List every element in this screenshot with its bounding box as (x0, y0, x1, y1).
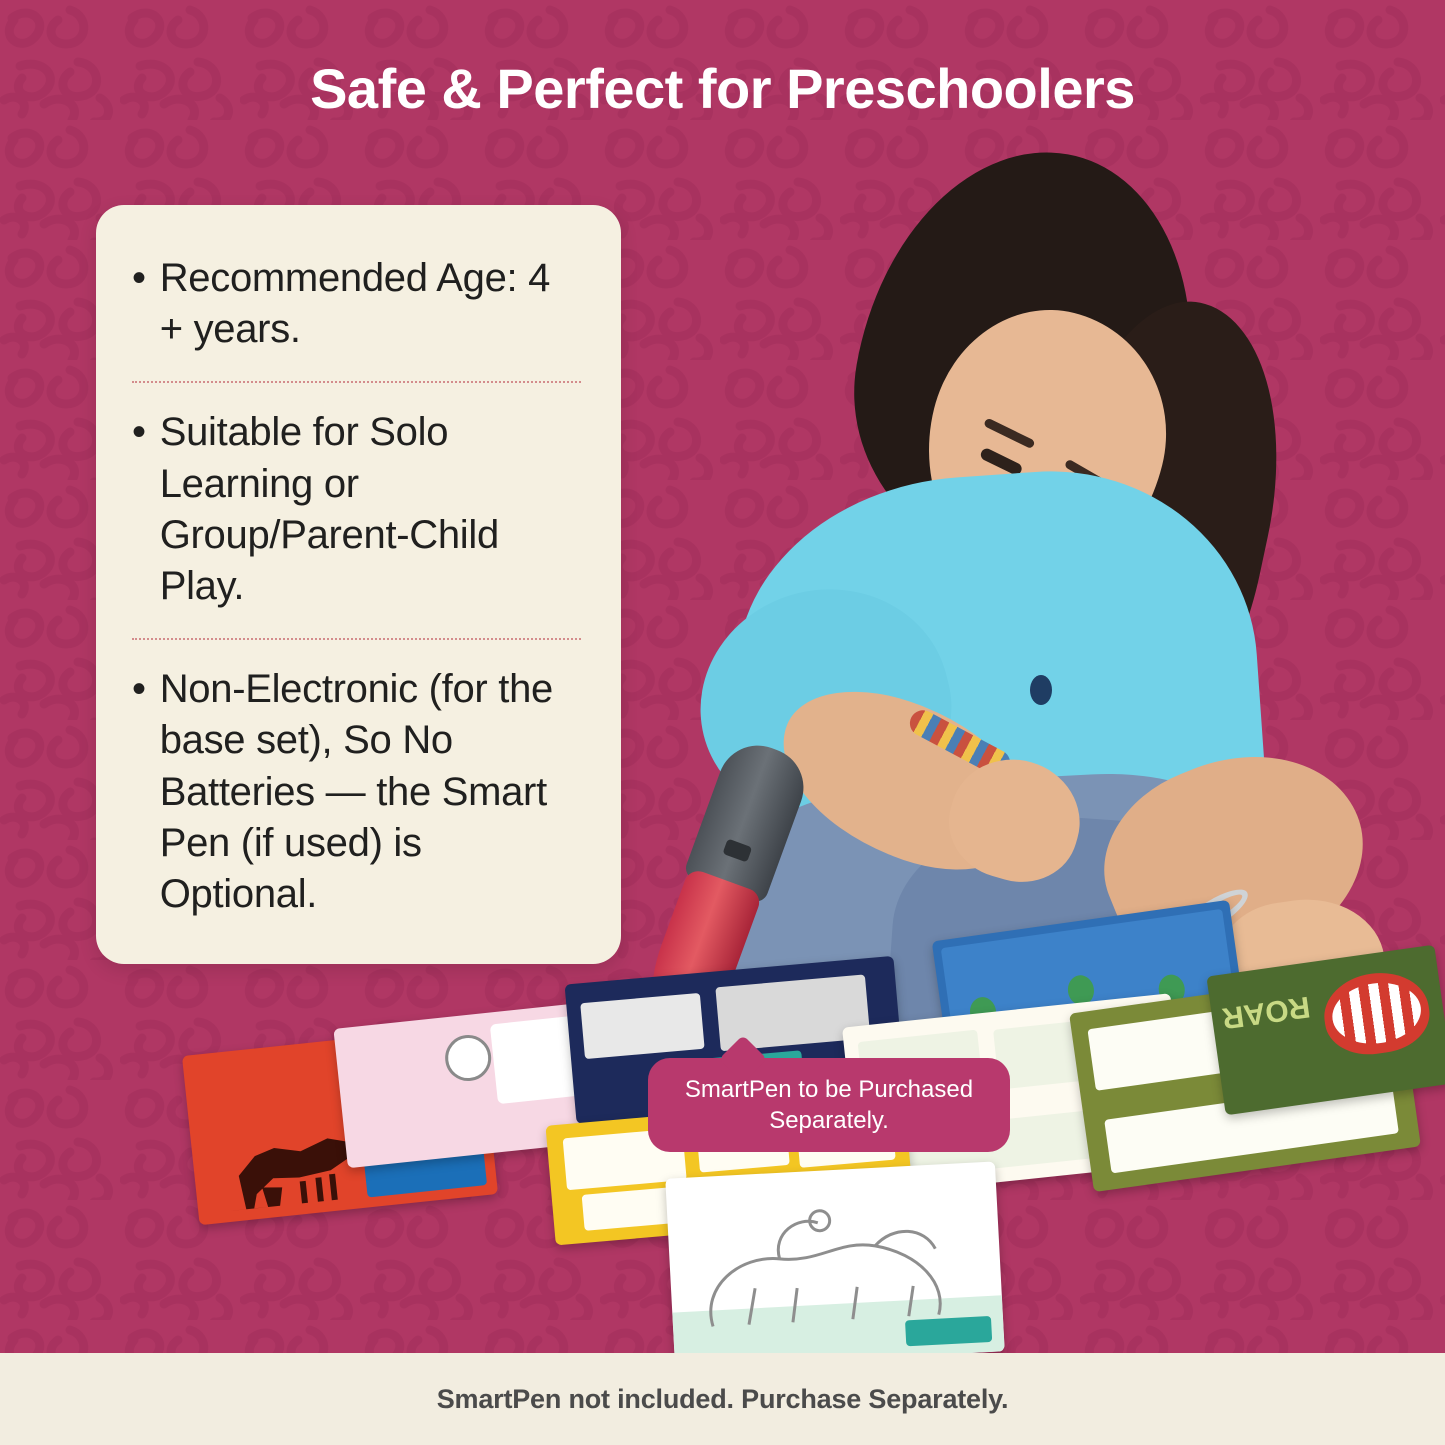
flash-card-collage (150, 960, 1445, 1360)
info-card (96, 205, 621, 964)
clock-icon (443, 1033, 494, 1084)
bullet-item-1 (132, 253, 581, 355)
bottom-disclaimer-bar (0, 1353, 1445, 1445)
colour-these-card (665, 1161, 1004, 1368)
smartpen-callout-text: SmartPen to be Purchased Separately. (684, 1076, 974, 1135)
card-text-block (1087, 1011, 1224, 1090)
bullet-item-2 (132, 407, 581, 612)
dinosaur-mouth-icon (1319, 966, 1434, 1060)
divider-1 (132, 381, 581, 383)
bullet-item-3 (132, 664, 581, 920)
pen-button-icon (722, 839, 752, 863)
page-title: Safe & Perfect for Preschoolers (310, 57, 1135, 120)
bullet-dot-icon: • (132, 667, 146, 712)
bottom-disclaimer-text: SmartPen not included. Purchase Separately. (436, 1383, 1009, 1414)
bullet-item-2-text: Suitable for Solo Learning or Group/Parent-Child Play. (159, 410, 499, 608)
roar-text: ROAR (1220, 989, 1313, 1035)
teeth-icon (1328, 977, 1424, 1049)
bullet-dot-icon: • (132, 410, 146, 455)
card-text-block (580, 993, 704, 1059)
bullet-item-1-text: Recommended Age: 4 + years. (159, 256, 551, 352)
smartpen-callout (648, 1058, 1010, 1152)
shirt-logo-icon (1030, 675, 1052, 705)
eyebrow-left (983, 417, 1035, 449)
colour-these-label (905, 1316, 992, 1346)
bullet-dot-icon: • (132, 256, 146, 300)
bullet-item-3-text: Non-Electronic (for the base set), So No Batteries — the Smart Pen (if used) is Optional. (159, 667, 553, 916)
divider-2 (132, 638, 581, 640)
